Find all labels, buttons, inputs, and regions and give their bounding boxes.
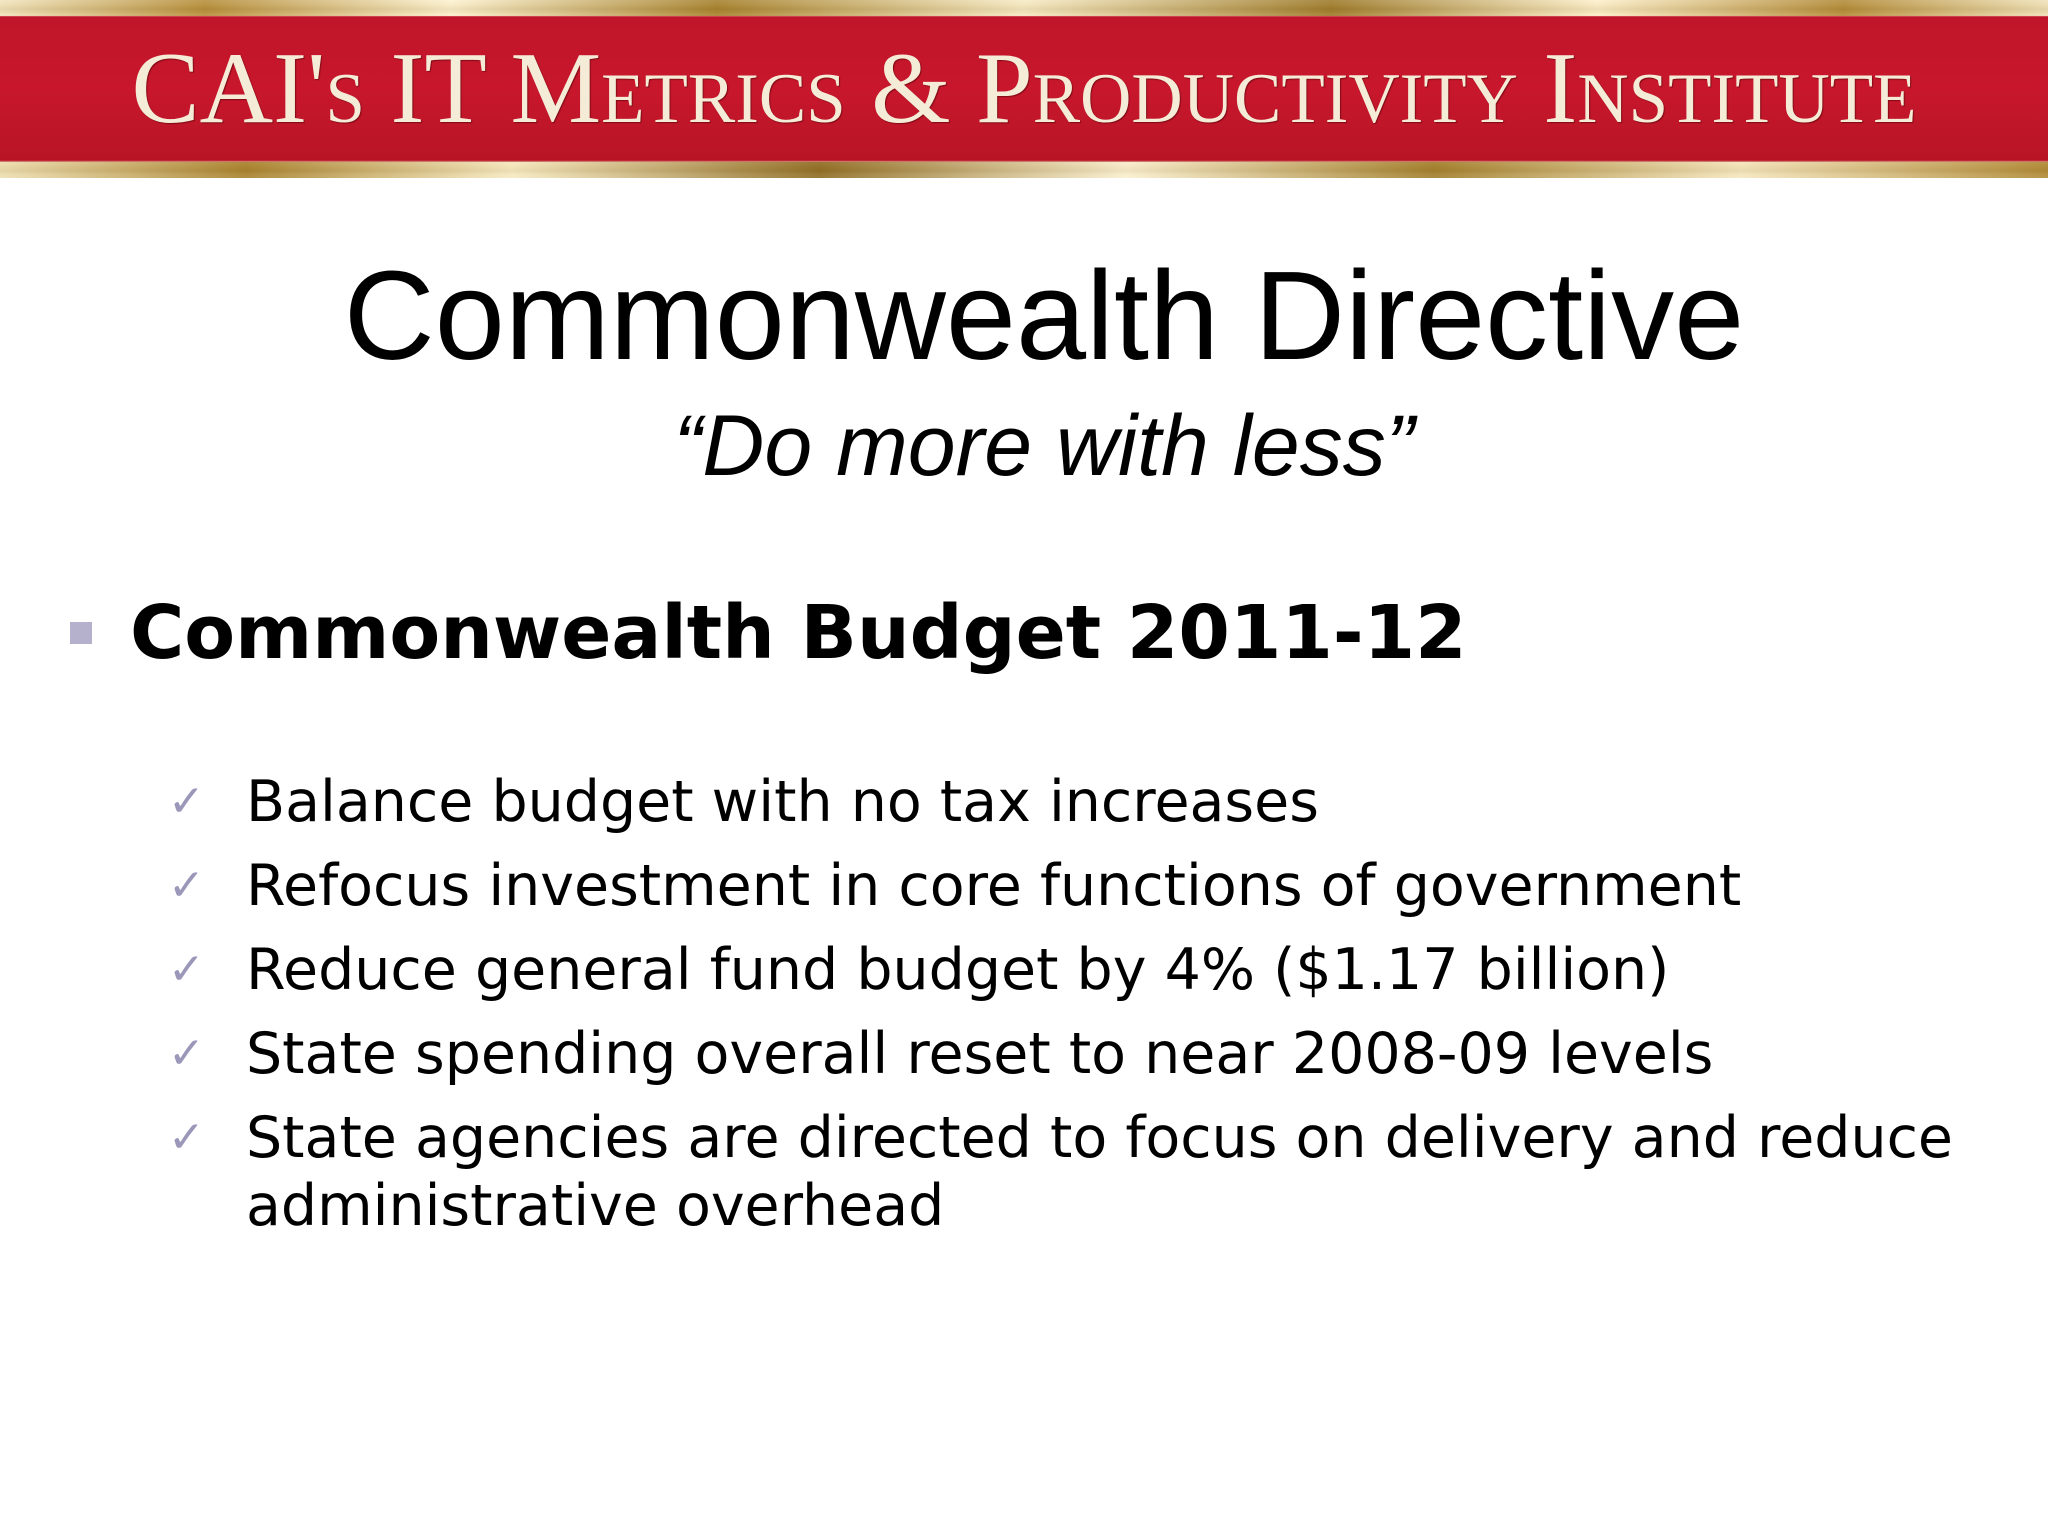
slide-title	[0, 245, 2048, 386]
list-item	[168, 936, 2008, 1004]
header-banner	[0, 0, 2048, 178]
list-item-text: Refocus investment in core functions of government	[246, 853, 1742, 919]
checkmark-icon: ✓	[168, 944, 205, 995]
list-item	[168, 1104, 2008, 1240]
checkmark-icon: ✓	[168, 860, 205, 911]
checkmark-icon: ✓	[168, 776, 205, 827]
slide-title-text: Commonwealth Directive	[343, 245, 1745, 386]
list-item	[168, 768, 2008, 836]
checkmark-icon: ✓	[168, 1028, 205, 1079]
slide-subtitle-text: “Do more with less”	[673, 398, 1415, 494]
square-bullet-icon	[70, 622, 92, 644]
list-item-text: State agencies are directed to focus on delivery and reduce administrative overhead	[246, 1105, 1953, 1239]
main-bullet	[70, 588, 1467, 678]
checkmark-icon: ✓	[168, 1112, 205, 1163]
list-item	[168, 1020, 2008, 1088]
sub-bullet-list	[168, 768, 2008, 1256]
slide-subtitle	[0, 398, 2048, 494]
list-item	[168, 852, 2008, 920]
list-item-text: State spending overall reset to near 2008-09 levels	[246, 1021, 1714, 1087]
banner-title: CAI's IT Metrics & Productivity Institute	[131, 32, 1917, 145]
main-bullet-text: Commonwealth Budget 2011-12	[130, 590, 1467, 676]
list-item-text: Reduce general fund budget by 4% ($1.17 billion)	[246, 937, 1670, 1003]
list-item-text: Balance budget with no tax increases	[246, 769, 1319, 835]
